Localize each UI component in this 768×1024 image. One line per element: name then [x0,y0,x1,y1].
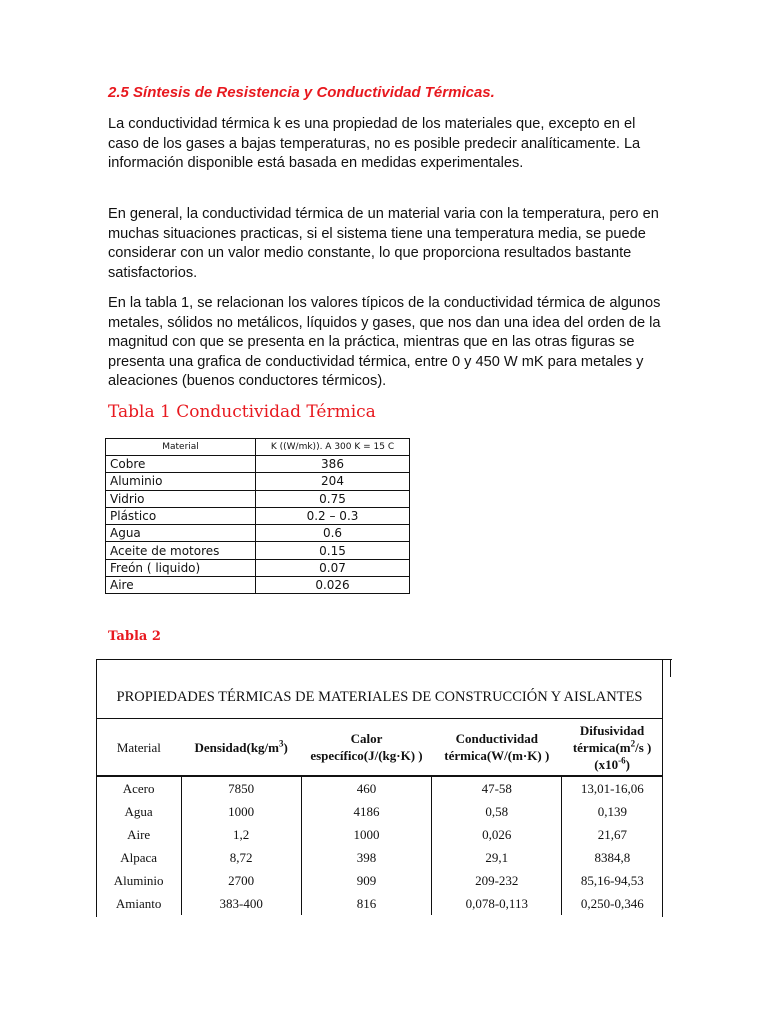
header-k: K ((W/mk)). A 300 K = 15 C [256,439,410,456]
material-cell: Aluminio [113,872,164,888]
k-value-cell: 0.026 [256,577,410,594]
k-value-cell: 386 [256,456,410,473]
calor-cell: 816 [301,892,432,915]
table-row [97,869,663,892]
material-cell: Agua [106,525,256,542]
material-cell: Aluminio [106,473,256,490]
material-cell: Freón ( liquido) [106,559,256,576]
table-row [106,473,410,490]
material-cell: Acero [122,780,155,796]
table-row [97,800,663,823]
material-cell: Cobre [106,456,256,473]
calor-cell: 4186 [301,800,432,823]
table1-caption: Tabla 1 Conductividad Térmica [108,402,376,422]
material-cell: Aire [127,826,151,842]
difusividad-cell: 21,67 [562,823,663,846]
table-row [106,525,410,542]
table-header-row [106,439,410,456]
table-row [97,892,663,915]
material-cell: Agua [124,803,153,819]
table-row [106,577,410,594]
k-value-cell: 0.75 [256,490,410,507]
conductividad-cell: 0,078-0,113 [432,892,562,915]
densidad-cell: 7850 [181,776,301,800]
k-value-cell: 0.07 [256,559,410,576]
header-difusividad: Difusividad $térmica(m^2/s$ ) $(x10^{-6})$ [572,722,652,772]
k-value-cell: 0.15 [256,542,410,559]
material-cell: Aceite de motores [106,542,256,559]
material-cell: Aire [106,577,256,594]
table-row [106,507,410,524]
densidad-cell: 1,2 [181,823,301,846]
table2-caption: Tabla 2 [108,629,161,644]
table-row [106,456,410,473]
conductividad-cell: 47-58 [432,776,562,800]
densidad-cell: 2700 [181,869,301,892]
header-densidad: $Densidad(kg/m^3)$ [194,738,288,755]
table2-title: PROPIEDADES TÉRMICAS DE MATERIALES DE CONSTRUCCIÓN Y AISLANTES [97,676,663,719]
paragraph-table-ref: En la tabla 1, se relacionan los valores típicos de la conductividad térmica de algunos metales, sólidos no metálicos, líquidos y gases, que nos dan una idea del orden de la magnitud con que se presenta en la práctica, mientras que en las otras figuras se presenta una grafica de conductividad térmica, entre 0 y 450 W mK para metales y aleaciones (buenos conductores térmicos). [108,295,661,390]
calor-cell: 1000 [301,823,432,846]
table-row [97,823,663,846]
paragraph-intro: La conductividad térmica k es una propiedad de los materiales que, excepto en el caso de los gases a bajas temperaturas, no es posible predecir analíticamente. La información disponible está basada en medidas experimentales. [108,116,641,172]
thermal-properties-table-frame [96,659,672,917]
section-title: 2.5 Síntesis de Resistencia y Conductividad Térmicas. [108,84,495,101]
header-material: Material [116,739,161,755]
calor-cell: 460 [301,776,432,800]
conductividad-cell: 29,1 [432,846,562,869]
material-cell: Amianto [115,895,162,911]
table-row [97,776,663,800]
densidad-cell: 8,72 [181,846,301,869]
table-header-row [97,719,663,777]
table-row [97,846,663,869]
table-right-tick [670,659,671,677]
material-cell: Plástico [106,507,256,524]
paragraph-general: En general, la conductividad térmica de un material varia con la temperatura, pero en muchas situaciones practicas, si el sistema tiene una temperatura media, se puede considerar con un valor medio constante, lo que proporciona resultados bastante satisfactorios. [108,206,659,281]
table-row [106,542,410,559]
conductividad-cell: 209-232 [432,869,562,892]
difusividad-cell: 0,139 [562,800,663,823]
material-cell: Alpaca [120,849,158,865]
header-calor: Calor específico(J/(kg·K) ) [310,731,423,763]
thermal-properties-table [96,676,663,915]
densidad-cell: 383-400 [181,892,301,915]
conductividad-cell: 0,58 [432,800,562,823]
difusividad-cell: 85,16-94,53 [562,869,663,892]
calor-cell: 398 [301,846,432,869]
conductivity-table [105,438,410,594]
material-cell: Vidrio [106,490,256,507]
k-value-cell: 0.6 [256,525,410,542]
calor-cell: 909 [301,869,432,892]
conductividad-cell: 0,026 [432,823,562,846]
difusividad-cell: 8384,8 [562,846,663,869]
difusividad-cell: 13,01-16,06 [562,776,663,800]
k-value-cell: 204 [256,473,410,490]
table-row [106,490,410,507]
header-material: Material [106,439,256,456]
densidad-cell: 1000 [181,800,301,823]
table-row [106,559,410,576]
table-top-rule [96,659,672,660]
k-value-cell: 0.2 – 0.3 [256,507,410,524]
difusividad-cell: 0,250-0,346 [562,892,663,915]
header-conductividad: Conductividad térmica(W/(m·K) ) [444,731,550,763]
